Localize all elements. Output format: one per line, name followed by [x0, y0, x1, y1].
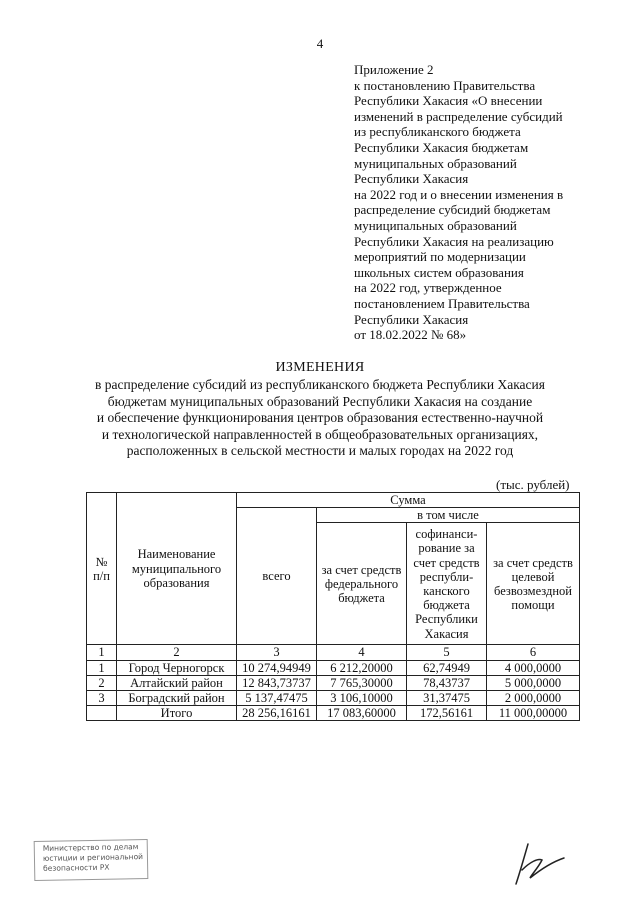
table-row	[87, 691, 580, 706]
row-total: 5 137,47475	[237, 691, 317, 706]
row-num: 2	[87, 675, 117, 690]
totals-federal: 17 083,60000	[317, 706, 407, 721]
registration-stamp	[34, 839, 149, 881]
totals-total: 28 256,16161	[237, 706, 317, 721]
index-cell: 5	[407, 645, 487, 660]
index-cell: 4	[317, 645, 407, 660]
appendix-line: на 2022 год и о внесении изменения в	[354, 186, 564, 202]
table-row	[87, 660, 580, 675]
row-num: 1	[87, 660, 117, 675]
row-cofinance: 78,43737	[407, 675, 487, 690]
appendix-line: Приложение 2	[354, 62, 434, 77]
index-cell: 2	[117, 645, 237, 660]
row-cofinance: 62,74949	[407, 660, 487, 675]
header-num: № п/п	[87, 493, 117, 645]
appendix-line: к постановлению Правительства	[354, 77, 536, 93]
title-line: в распределение субсидий из республиканского бюджета Республики Хакасия	[95, 377, 545, 393]
appendix-line: постановлением Правительства	[354, 295, 530, 311]
row-federal: 3 106,10000	[317, 691, 407, 706]
totals-row	[87, 706, 580, 721]
stamp-line: безопасности РХ	[43, 862, 110, 873]
appendix-line: муниципальных образований	[354, 217, 517, 233]
header-cofinance: софинанси- рование за счет средств республи- канского бюджета Республики Хакасия	[407, 523, 487, 645]
totals-cofinance: 172,56161	[407, 706, 487, 721]
appendix-line: Республики Хакасия	[354, 311, 469, 327]
appendix-block	[354, 62, 604, 343]
row-name: Город Черногорск	[117, 660, 237, 675]
row-name: Алтайский район	[117, 675, 237, 690]
row-federal: 6 212,20000	[317, 660, 407, 675]
appendix-line: Республики Хакасия «О внесении	[354, 93, 543, 109]
document-title	[40, 360, 600, 459]
row-name: Боградский район	[117, 691, 237, 706]
row-cofinance: 31,37475	[407, 691, 487, 706]
header-including: в том числе	[317, 508, 580, 523]
row-total: 12 843,73737	[237, 675, 317, 690]
header-name: Наименование муниципального образования	[117, 493, 237, 645]
row-gratuitous: 4 000,0000	[487, 660, 580, 675]
appendix-line: муниципальных образований	[354, 155, 517, 171]
index-cell: 1	[87, 645, 117, 660]
header-federal: за счет средств федерального бюджета	[317, 523, 407, 645]
appendix-line: Республики Хакасия на реализацию	[354, 233, 554, 249]
appendix-line: школьных систем образования	[354, 264, 524, 280]
appendix-line: от 18.02.2022 № 68»	[354, 327, 467, 343]
title-line: расположенных в сельской местности и малых городах на 2022 год	[126, 443, 514, 459]
totals-gratuitous: 11 000,00000	[487, 706, 580, 721]
header-sum: Сумма	[237, 493, 580, 508]
signature-icon	[508, 840, 568, 888]
table-row	[87, 675, 580, 690]
row-federal: 7 765,30000	[317, 675, 407, 690]
appendix-line: изменений в распределение субсидий	[354, 108, 563, 124]
page-number: 4	[316, 36, 324, 51]
row-total: 10 274,94949	[237, 660, 317, 675]
appendix-line: на 2022 год, утвержденное	[354, 280, 502, 296]
header-total: всего	[237, 508, 317, 645]
title-line: и технологической направленностей в общеобразовательных организациях,	[101, 426, 539, 442]
appendix-line: мероприятий по модернизации	[354, 249, 526, 265]
row-gratuitous: 5 000,0000	[487, 675, 580, 690]
title-heading: ИЗМЕНЕНИЯ	[275, 360, 365, 375]
units-label: (тыс. рублей)	[496, 477, 570, 492]
title-line: бюджетам муниципальных образований Республики Хакасия на создание	[107, 393, 533, 409]
row-num: 3	[87, 691, 117, 706]
stamp-line: Министерство по делам	[42, 842, 139, 853]
appendix-line: из республиканского бюджета	[354, 124, 521, 140]
totals-empty	[87, 706, 117, 721]
totals-label: Итого	[117, 706, 237, 721]
index-cell: 6	[487, 645, 580, 660]
header-gratuitous: за счет средств целевой безвозмездной помощи	[487, 523, 580, 645]
subsidy-table	[86, 492, 580, 721]
index-cell: 3	[237, 645, 317, 660]
stamp-line: юстиции и региональной	[42, 852, 144, 863]
index-row	[87, 645, 580, 660]
row-gratuitous: 2 000,0000	[487, 691, 580, 706]
title-line: и обеспечение функционирования центров образования естественно-научной	[96, 410, 544, 426]
appendix-line: Республики Хакасия бюджетам	[354, 139, 529, 155]
appendix-line: распределение субсидий бюджетам	[354, 202, 551, 218]
appendix-line: Республики Хакасия	[354, 171, 469, 187]
